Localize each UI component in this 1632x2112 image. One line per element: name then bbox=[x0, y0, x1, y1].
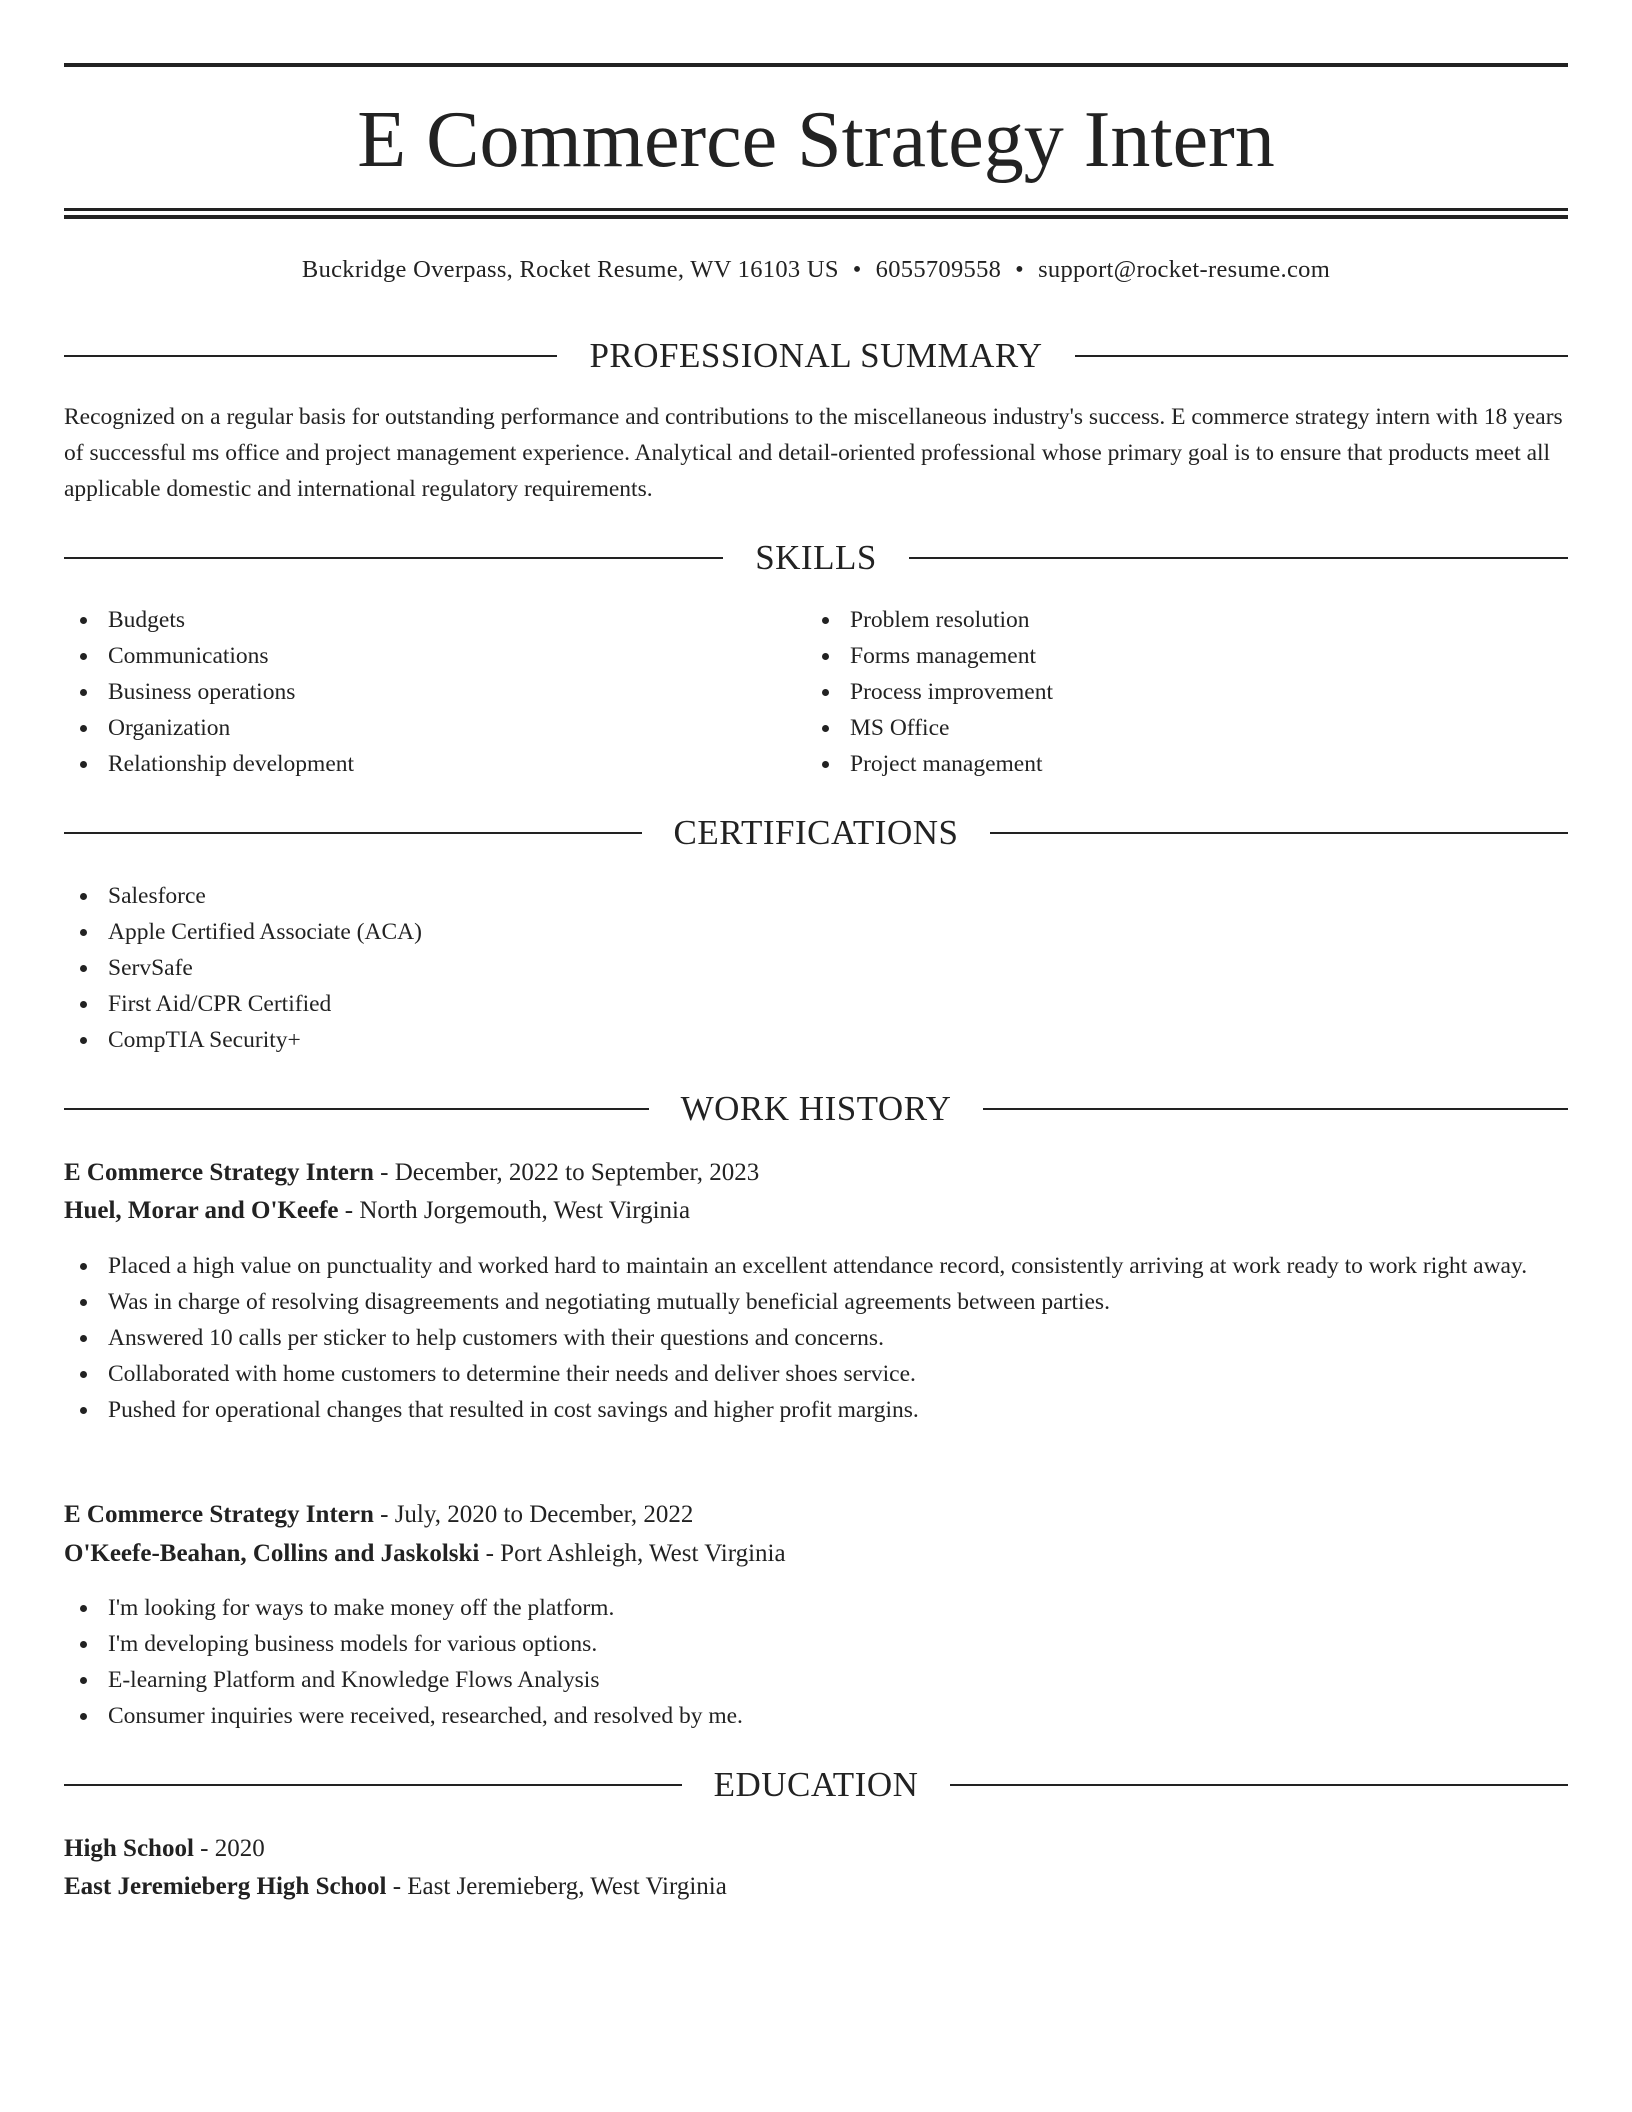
education-degree-line bbox=[64, 1830, 1568, 1868]
section-title-skills: SKILLS bbox=[755, 538, 877, 577]
section-rule-left bbox=[64, 1784, 682, 1786]
section-title-work-history: WORK HISTORY bbox=[680, 1089, 952, 1128]
job-company-line bbox=[64, 1535, 1568, 1573]
skill-item: MS Office bbox=[850, 710, 1550, 746]
job-company: O'Keefe-Beahan, Collins and Jaskolski bbox=[64, 1540, 480, 1567]
section-header-work-history bbox=[64, 1087, 1568, 1131]
education-school: East Jeremieberg High School bbox=[64, 1873, 387, 1900]
skills-list-right bbox=[806, 602, 1550, 782]
certification-item: Apple Certified Associate (ACA) bbox=[108, 914, 1568, 950]
section-header-skills bbox=[64, 536, 1568, 580]
section-title-summary: PROFESSIONAL SUMMARY bbox=[589, 336, 1043, 375]
title-rule-upper bbox=[64, 208, 1568, 211]
skill-item: Process improvement bbox=[850, 674, 1550, 710]
job-company-line bbox=[64, 1192, 1568, 1230]
education-degree: High School bbox=[64, 1835, 194, 1862]
job-title: E Commerce Strategy Intern bbox=[64, 1159, 374, 1186]
section-header-certifications bbox=[64, 811, 1568, 855]
job-bullet: Was in charge of resolving disagreements and negotiating mutually beneficial agreements between parties. bbox=[108, 1284, 1568, 1320]
job-bullet: I'm looking for ways to make money off the platform. bbox=[108, 1590, 1568, 1626]
section-rule-right bbox=[909, 557, 1568, 559]
job-dates: - July, 2020 to December, 2022 bbox=[373, 1501, 694, 1528]
title-rule-lower bbox=[64, 215, 1568, 219]
skill-item: Relationship development bbox=[108, 746, 808, 782]
section-rule-left bbox=[64, 1108, 649, 1110]
job-bullet: I'm developing business models for various options. bbox=[108, 1626, 1568, 1662]
section-header-summary bbox=[64, 334, 1568, 378]
job-bullet: Pushed for operational changes that resulted in cost savings and higher profit margins. bbox=[108, 1392, 1568, 1428]
job-bullet: Answered 10 calls per sticker to help customers with their questions and concerns. bbox=[108, 1320, 1568, 1356]
top-rule bbox=[64, 63, 1568, 67]
education-year: - 2020 bbox=[193, 1835, 265, 1862]
job-title: E Commerce Strategy Intern bbox=[64, 1501, 374, 1528]
section-rule-right bbox=[1075, 355, 1568, 357]
skills-list-left bbox=[64, 602, 808, 782]
section-rule-left bbox=[64, 832, 642, 834]
job-dates: - December, 2022 to September, 2023 bbox=[373, 1159, 760, 1186]
section-header-education bbox=[64, 1763, 1568, 1807]
section-rule-left bbox=[64, 355, 557, 357]
section-rule-right bbox=[950, 1784, 1568, 1786]
contact-phone: 6055709558 bbox=[875, 256, 1002, 283]
job-bullet: E-learning Platform and Knowledge Flows Analysis bbox=[108, 1662, 1568, 1698]
resume-title: E Commerce Strategy Intern bbox=[357, 96, 1275, 184]
contact-address: Buckridge Overpass, Rocket Resume, WV 16103 US bbox=[301, 256, 839, 283]
job-bullets bbox=[64, 1590, 1568, 1734]
summary-text: Recognized on a regular basis for outstanding performance and contributions to the miscellaneous industry's success. E commerce strategy intern with 18 years of successful ms office and project management experience. Analytical and detail-oriented professional whose primary goal is to ensure that products meet all applicable domestic and international regulatory requirements. bbox=[64, 404, 1563, 502]
section-rule-right bbox=[990, 832, 1568, 834]
job-location: - North Jorgemouth, West Virginia bbox=[338, 1197, 691, 1224]
skill-item: Project management bbox=[850, 746, 1550, 782]
contact-line bbox=[64, 253, 1568, 287]
job-title-line bbox=[64, 1496, 1568, 1534]
contact-separator: • bbox=[1015, 256, 1025, 283]
job-location: - Port Ashleigh, West Virginia bbox=[479, 1540, 786, 1567]
job-bullet: Collaborated with home customers to determine their needs and deliver shoes service. bbox=[108, 1356, 1568, 1392]
skill-item: Forms management bbox=[850, 638, 1550, 674]
skill-item: Problem resolution bbox=[850, 602, 1550, 638]
skill-item: Business operations bbox=[108, 674, 808, 710]
job-title-line bbox=[64, 1154, 1568, 1192]
education-location: - East Jeremieberg, West Virginia bbox=[386, 1873, 727, 1900]
skill-item: Communications bbox=[108, 638, 808, 674]
certification-item: Salesforce bbox=[108, 878, 1568, 914]
job-bullet: Consumer inquiries were received, researched, and resolved by me. bbox=[108, 1698, 1568, 1734]
section-title-certifications: CERTIFICATIONS bbox=[673, 813, 959, 852]
contact-separator: • bbox=[852, 256, 862, 283]
section-rule-left bbox=[64, 557, 723, 559]
section-rule-right bbox=[983, 1108, 1568, 1110]
skill-item: Budgets bbox=[108, 602, 808, 638]
job-company: Huel, Morar and O'Keefe bbox=[64, 1197, 339, 1224]
skill-item: Organization bbox=[108, 710, 808, 746]
certification-item: CompTIA Security+ bbox=[108, 1022, 1568, 1058]
certification-item: First Aid/CPR Certified bbox=[108, 986, 1568, 1022]
certification-item: ServSafe bbox=[108, 950, 1568, 986]
contact-email: support@rocket-resume.com bbox=[1038, 256, 1331, 283]
job-bullets bbox=[64, 1248, 1568, 1428]
job-bullet: Placed a high value on punctuality and worked hard to maintain an excellent attendance record, consistently arriving at work ready to work right away. bbox=[108, 1248, 1568, 1284]
section-title-education: EDUCATION bbox=[713, 1765, 919, 1804]
education-school-line bbox=[64, 1868, 1568, 1906]
certifications-list bbox=[64, 878, 1568, 1058]
